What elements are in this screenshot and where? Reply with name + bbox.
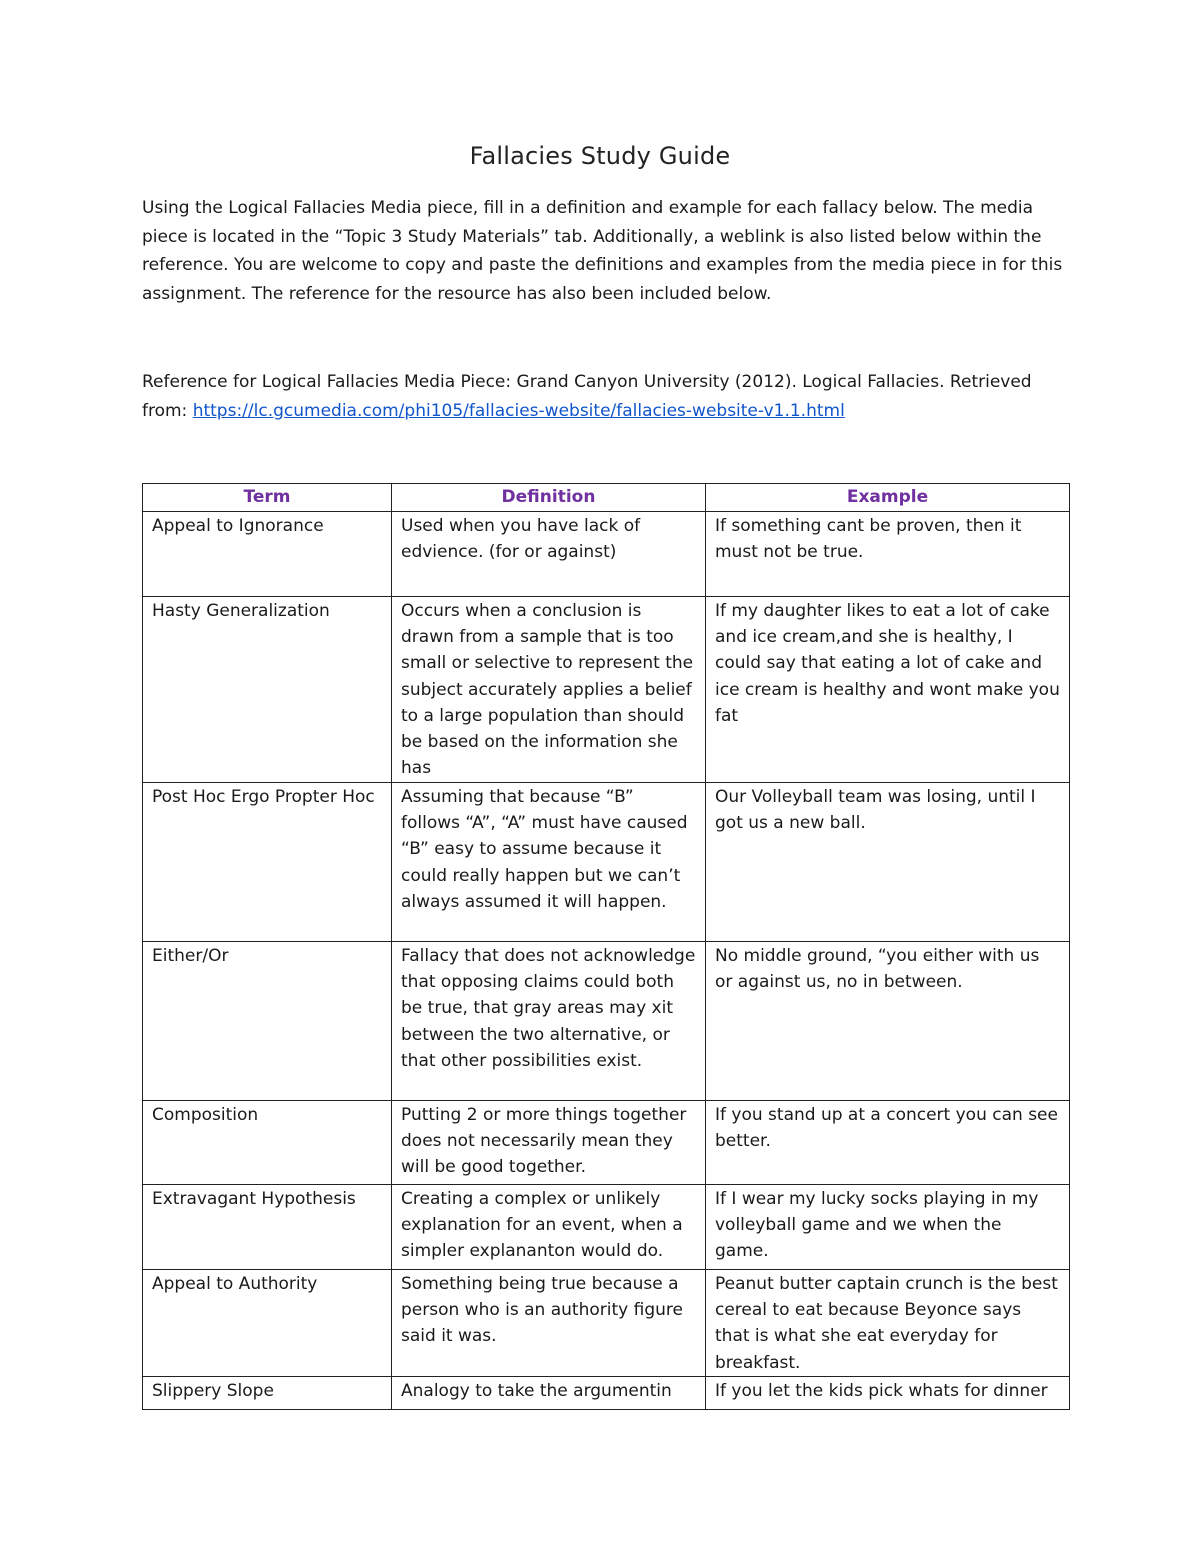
table-row bbox=[143, 1377, 1070, 1410]
table-row bbox=[143, 783, 1070, 942]
example-cell: No middle ground, “you either with us or against us, no in between. bbox=[706, 942, 1070, 1101]
table-row bbox=[143, 1270, 1070, 1377]
term-cell: Slippery Slope bbox=[143, 1377, 392, 1410]
page-title: Fallacies Study Guide bbox=[469, 142, 731, 170]
table-row bbox=[143, 942, 1070, 1101]
term-cell: Hasty Generalization bbox=[143, 597, 392, 783]
example-cell: If you let the kids pick whats for dinner bbox=[706, 1377, 1070, 1410]
reference-link[interactable]: https://lc.gcumedia.com/phi105/fallacies-website/fallacies-website-v1.1.html bbox=[192, 400, 845, 421]
header-definition: Definition bbox=[392, 484, 706, 512]
example-cell: Our Volleyball team was losing, until I got us a new ball. bbox=[706, 783, 1070, 942]
definition-cell: Used when you have lack of edvience. (for or against) bbox=[392, 512, 706, 597]
definition-cell: Putting 2 or more things together does not necessarily mean they will be good together. bbox=[392, 1101, 706, 1185]
definition-cell: Assuming that because “B” follows “A”, “A” must have caused “B” easy to assume because it could really happen but we can’t always assumed it will happen. bbox=[392, 783, 706, 942]
reference-text: Reference for Logical Fallacies Media Piece: Grand Canyon University (2012). Logical Fallacies. Retrieved from: bbox=[142, 372, 1032, 421]
table-row bbox=[143, 1101, 1070, 1185]
table-row bbox=[143, 1185, 1070, 1270]
header-example: Example bbox=[706, 484, 1070, 512]
example-cell: Peanut butter captain crunch is the best cereal to eat because Beyonce says that is what she eat everyday for breakfast. bbox=[706, 1270, 1070, 1377]
intro-paragraph: Using the Logical Fallacies Media piece, fill in a definition and example for each fallacy below. The media piece is located in the “Topic 3 Study Materials” tab. Additionally, a weblink is also listed below within the reference. You are welcome to copy and paste the definitions and examples from the media piece in for this assignment. The reference for the resource has also been included below. bbox=[142, 198, 1063, 304]
definition-cell: Analogy to take the argumentin bbox=[392, 1377, 706, 1410]
definition-cell: Fallacy that does not acknowledge that opposing claims could both be true, that gray areas may xit between the two alternative, or that other possibilities exist. bbox=[392, 942, 706, 1101]
example-cell: If I wear my lucky socks playing in my volleyball game and we when the game. bbox=[706, 1185, 1070, 1270]
table-row bbox=[143, 597, 1070, 783]
term-cell: Composition bbox=[143, 1101, 392, 1185]
example-cell: If you stand up at a concert you can see better. bbox=[706, 1101, 1070, 1185]
term-cell: Appeal to Ignorance bbox=[143, 512, 392, 597]
table-row bbox=[143, 512, 1070, 597]
example-cell: If something cant be proven, then it must not be true. bbox=[706, 512, 1070, 597]
fallacy-table bbox=[142, 483, 1070, 1410]
term-cell: Post Hoc Ergo Propter Hoc bbox=[143, 783, 392, 942]
definition-cell: Occurs when a conclusion is drawn from a sample that is too small or selective to represent the subject accurately applies a belief to a large population than should be based on the information she has bbox=[392, 597, 706, 783]
example-cell: If my daughter likes to eat a lot of cake and ice cream,and she is healthy, I could say that eating a lot of cake and ice cream is healthy and wont make you fat bbox=[706, 597, 1070, 783]
definition-cell: Creating a complex or unlikely explanation for an event, when a simpler explananton would do. bbox=[392, 1185, 706, 1270]
table-header-row bbox=[143, 484, 1070, 512]
definition-cell: Something being true because a person who is an authority figure said it was. bbox=[392, 1270, 706, 1377]
term-cell: Either/Or bbox=[143, 942, 392, 1101]
term-cell: Extravagant Hypothesis bbox=[143, 1185, 392, 1270]
reference-paragraph bbox=[142, 368, 1072, 425]
header-term: Term bbox=[143, 484, 392, 512]
term-cell: Appeal to Authority bbox=[143, 1270, 392, 1377]
